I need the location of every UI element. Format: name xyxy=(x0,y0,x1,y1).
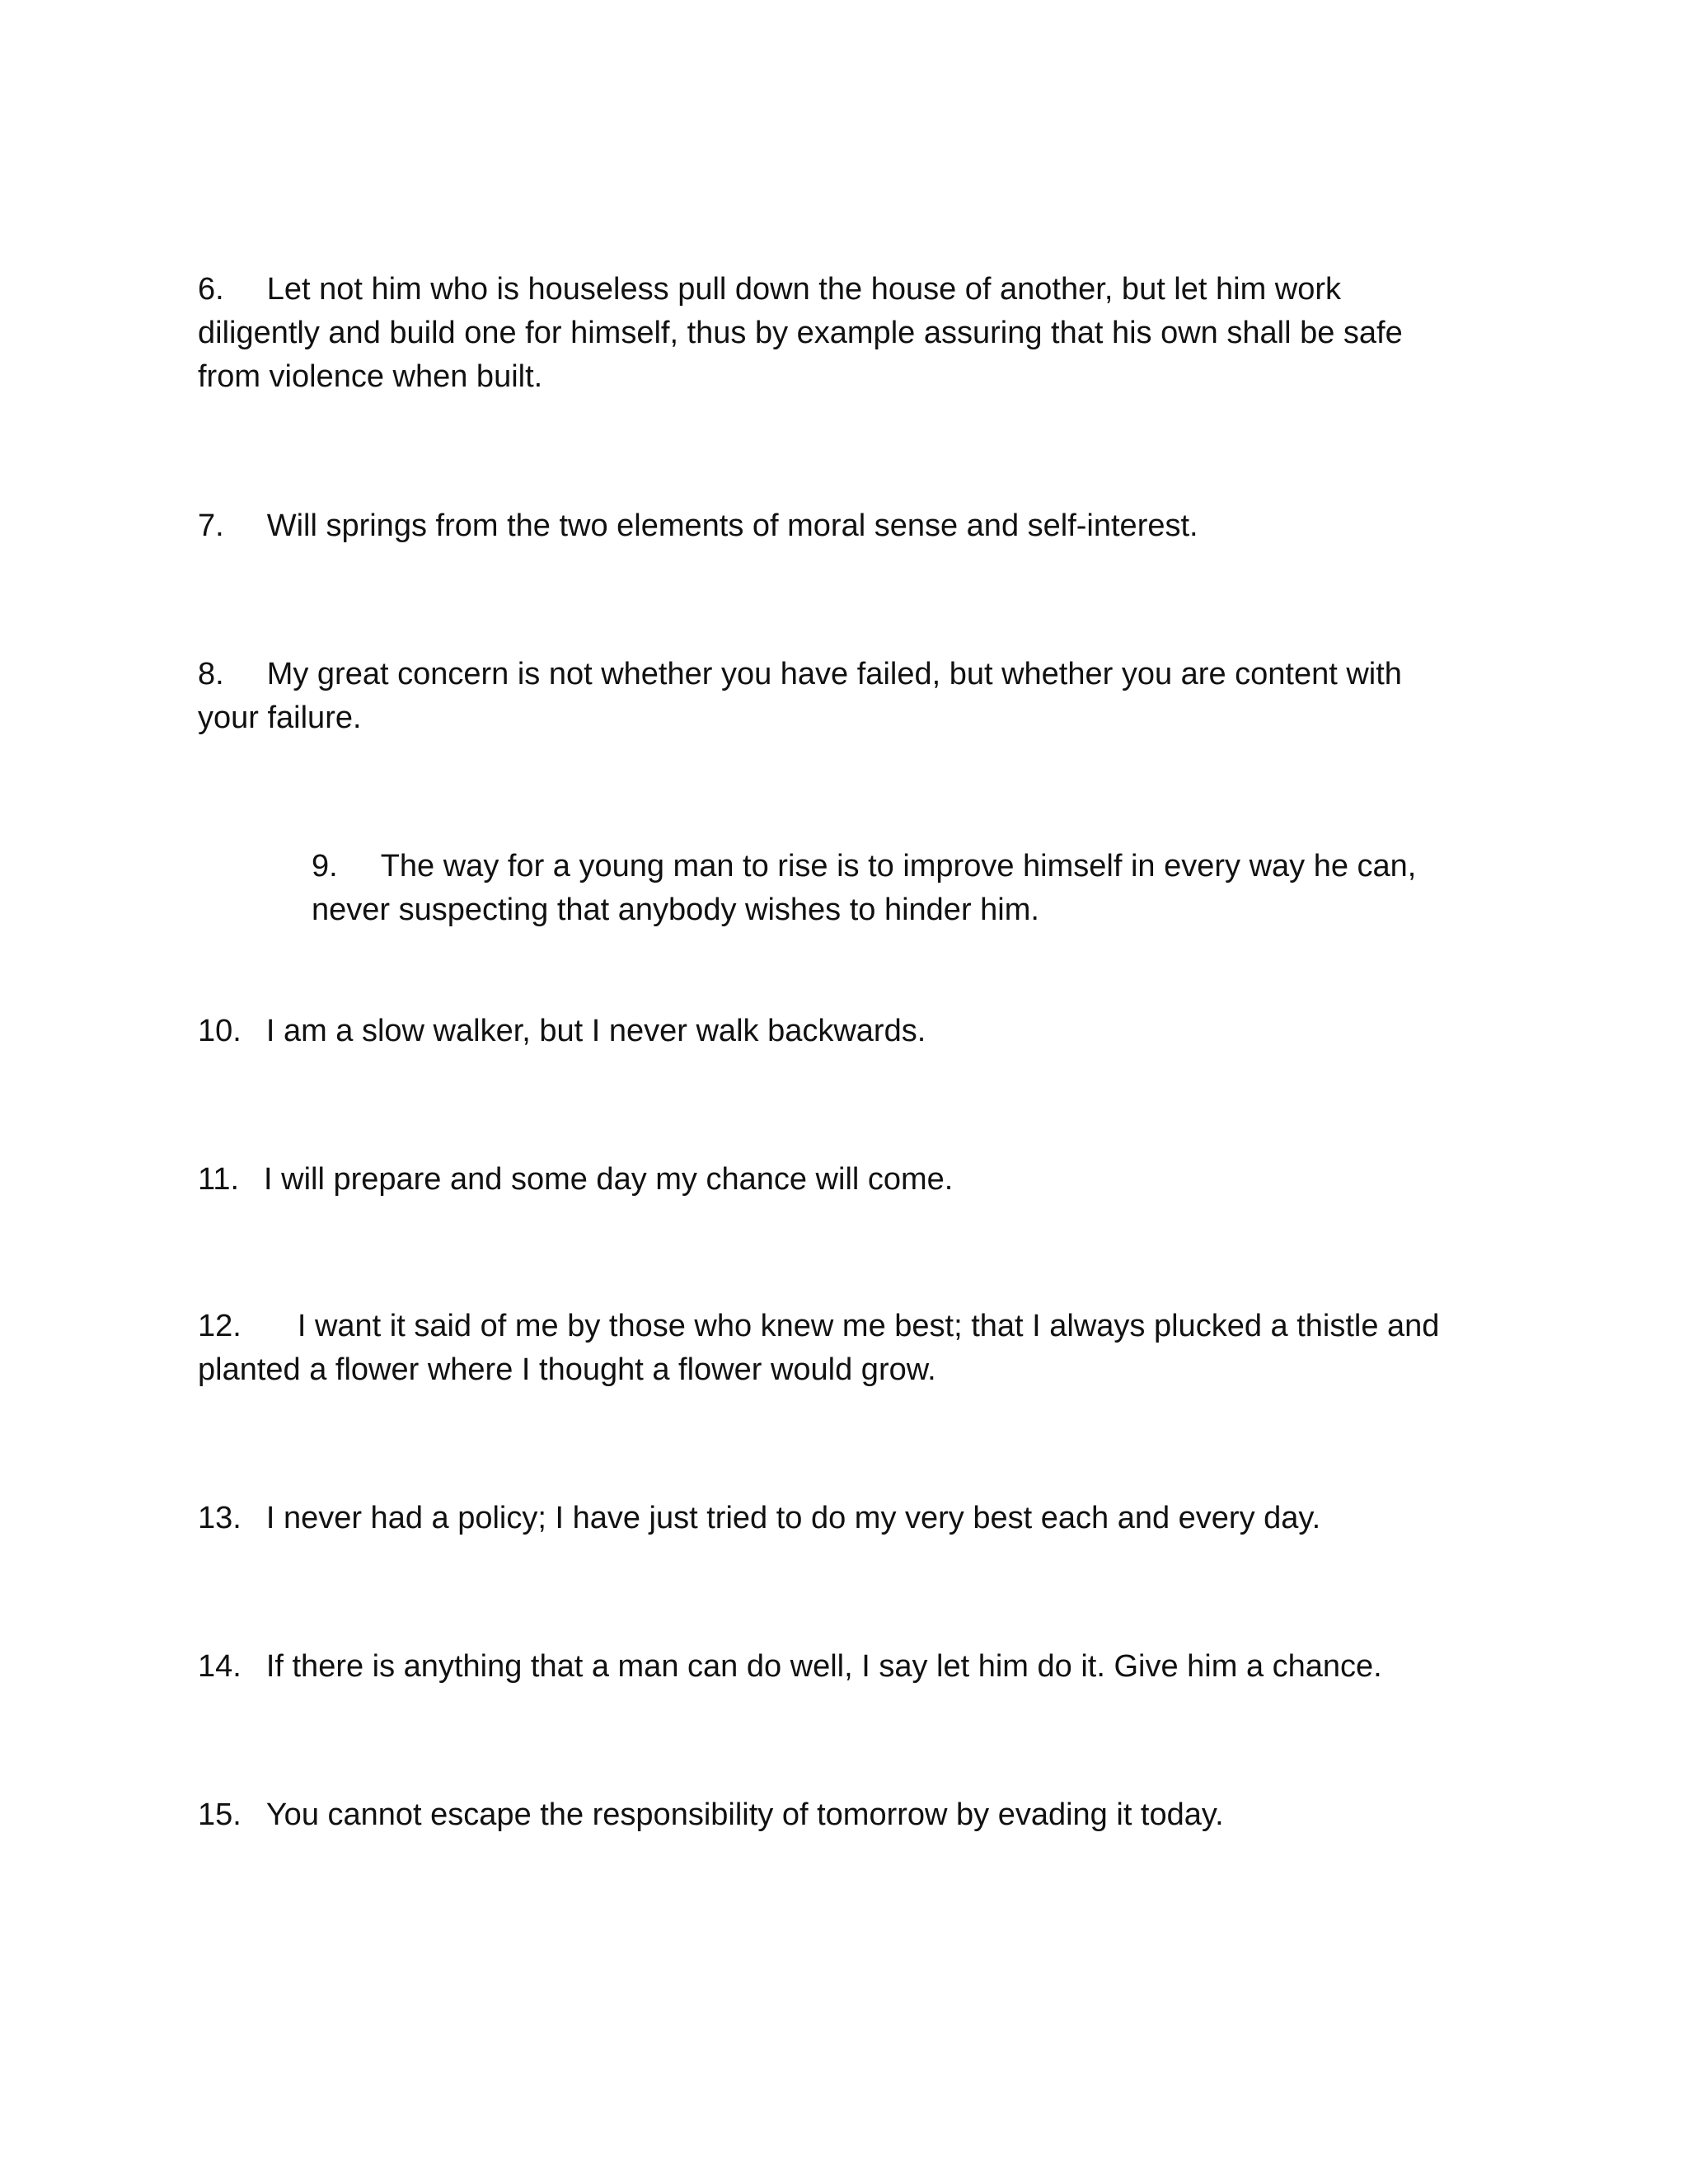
quote-item-8 xyxy=(198,653,1467,740)
quote-number: 11. xyxy=(198,1162,240,1197)
quote-number: 9. xyxy=(312,849,338,883)
quote-number: 15. xyxy=(198,1797,241,1832)
quote-number: 8. xyxy=(198,657,224,691)
quote-text: I never had a policy; I have just tried to do my very best each and every day. xyxy=(265,1501,1321,1535)
quote-text: Let not him who is houseless pull down the house of another, but let him work diligently and build one for himself, thus by example assuring that his own shall be safe from violence when built. xyxy=(198,272,1403,394)
quote-text: You cannot escape the responsibility of tomorrow by evading it today. xyxy=(265,1797,1224,1832)
quote-text: My great concern is not whether you have failed, but whether you are content with your failure. xyxy=(198,657,1402,735)
quote-item-15 xyxy=(198,1793,1467,1837)
quote-number: 6. xyxy=(198,272,224,307)
quote-item-9 xyxy=(312,845,1449,932)
quote-number: 13. xyxy=(198,1501,241,1535)
quote-text: I want it said of me by those who knew me best; that I always plucked a thistle and planted a flower where I thought a flower would grow. xyxy=(198,1309,1440,1387)
quote-number: 12. xyxy=(198,1309,241,1343)
quote-item-13 xyxy=(198,1497,1467,1540)
quote-number: 10. xyxy=(198,1014,241,1048)
quote-text: Will springs from the two elements of moral sense and self-interest. xyxy=(266,509,1198,543)
quote-text: The way for a young man to rise is to improve himself in every way he can, never suspecting that anybody wishes to hinder him. xyxy=(312,849,1417,927)
quote-item-7 xyxy=(198,504,1467,548)
quote-text: If there is anything that a man can do well, I say let him do it. Give him a chance. xyxy=(265,1649,1382,1684)
quote-item-11 xyxy=(198,1158,1467,1202)
quote-text: I will prepare and some day my chance will come. xyxy=(264,1162,954,1197)
quote-text: I am a slow walker, but I never walk backwards. xyxy=(265,1014,926,1048)
quote-item-12 xyxy=(198,1305,1467,1392)
quote-item-10 xyxy=(198,1010,1467,1053)
quote-number: 14. xyxy=(198,1649,241,1684)
quote-number: 7. xyxy=(198,509,224,543)
quote-item-14 xyxy=(198,1645,1467,1689)
quote-item-6 xyxy=(198,268,1467,399)
